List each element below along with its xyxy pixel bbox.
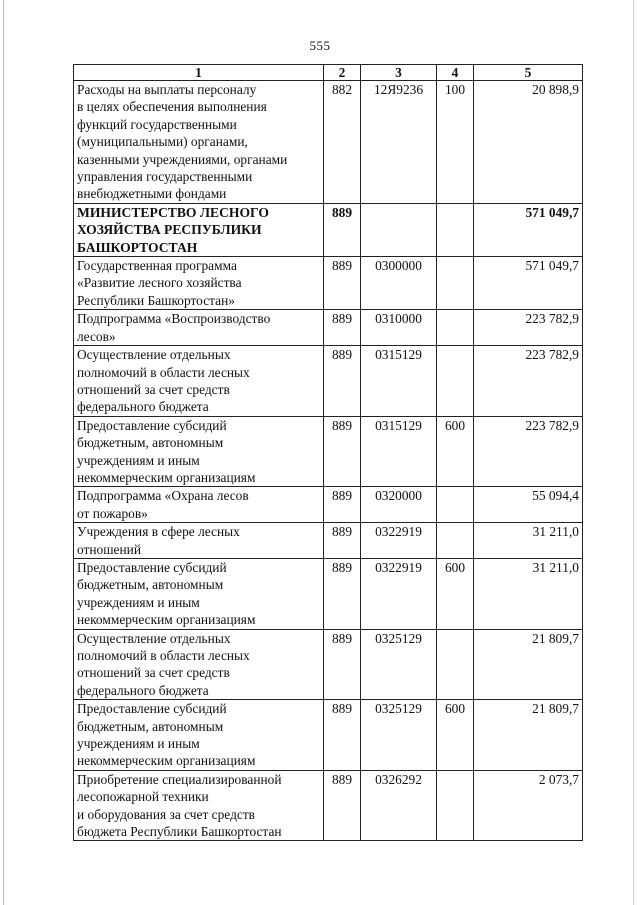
page-number: 555 xyxy=(309,38,331,53)
table-row xyxy=(74,558,583,629)
header-col-1: 1 xyxy=(74,65,324,81)
row-name: Расходы на выплаты персоналу в целях обеспечения выполнения функций государственными (муниципальными) органами, казенными учреждениями, органами управления государственными внебюджетными фондами xyxy=(74,81,324,204)
row-target: 0310000 xyxy=(361,310,437,346)
table-row xyxy=(74,81,583,204)
row-ministry: 882 xyxy=(324,81,361,204)
row-target: 0325129 xyxy=(361,629,437,700)
row-expense-type xyxy=(437,257,474,310)
row-amount: 223 782,9 xyxy=(474,416,583,487)
row-expense-type: 600 xyxy=(437,558,474,629)
row-target: 0325129 xyxy=(361,700,437,771)
table-row xyxy=(74,700,583,771)
row-name: Учреждения в сфере лесных отношений xyxy=(74,523,324,559)
row-target: 0300000 xyxy=(361,257,437,310)
row-amount: 31 211,0 xyxy=(474,523,583,559)
row-ministry: 889 xyxy=(324,346,361,417)
row-ministry: 889 xyxy=(324,487,361,523)
row-ministry: 889 xyxy=(324,770,361,841)
row-amount: 20 898,9 xyxy=(474,81,583,204)
row-amount: 55 094,4 xyxy=(474,487,583,523)
row-name: Предоставление субсидий бюджетным, автономным учреждениям и иным некоммерческим организациям xyxy=(74,416,324,487)
table-row xyxy=(74,257,583,310)
table-row xyxy=(74,203,583,256)
row-expense-type xyxy=(437,310,474,346)
row-ministry: 889 xyxy=(324,416,361,487)
table-row xyxy=(74,487,583,523)
table-row xyxy=(74,416,583,487)
row-target: 0322919 xyxy=(361,558,437,629)
table-row xyxy=(74,770,583,841)
row-ministry: 889 xyxy=(324,700,361,771)
row-ministry: 889 xyxy=(324,310,361,346)
row-name: Подпрограмма «Охрана лесов от пожаров» xyxy=(74,487,324,523)
row-amount: 31 211,0 xyxy=(474,558,583,629)
row-expense-type: 100 xyxy=(437,81,474,204)
header-col-2: 2 xyxy=(324,65,361,81)
row-target: 12Я9236 xyxy=(361,81,437,204)
row-expense-type xyxy=(437,523,474,559)
header-col-5: 5 xyxy=(474,65,583,81)
row-ministry: 889 xyxy=(324,203,361,256)
row-amount: 571 049,7 xyxy=(474,203,583,256)
row-target: 0322919 xyxy=(361,523,437,559)
row-target: 0315129 xyxy=(361,346,437,417)
row-name: Приобретение специализированной лесопожарной техники и оборудования за счет средств бюджета Республики Башкортостан xyxy=(74,770,324,841)
scan-edge-left xyxy=(3,0,4,905)
row-expense-type xyxy=(437,629,474,700)
row-expense-type xyxy=(437,346,474,417)
row-target: 0326292 xyxy=(361,770,437,841)
table-row xyxy=(74,310,583,346)
row-expense-type: 600 xyxy=(437,700,474,771)
row-name: Осуществление отдельных полномочий в области лесных отношений за счет средств федерального бюджета xyxy=(74,629,324,700)
row-name: Осуществление отдельных полномочий в области лесных отношений за счет средств федерального бюджета xyxy=(74,346,324,417)
row-target: 0315129 xyxy=(361,416,437,487)
table-row xyxy=(74,346,583,417)
row-amount: 223 782,9 xyxy=(474,310,583,346)
row-name: Предоставление субсидий бюджетным, автономным учреждениям и иным некоммерческим организациям xyxy=(74,700,324,771)
table-row xyxy=(74,523,583,559)
row-amount: 21 809,7 xyxy=(474,629,583,700)
row-expense-type xyxy=(437,487,474,523)
row-expense-type: 600 xyxy=(437,416,474,487)
row-name: Предоставление субсидий бюджетным, автономным учреждениям и иным некоммерческим организациям xyxy=(74,558,324,629)
row-ministry: 889 xyxy=(324,257,361,310)
row-expense-type xyxy=(437,770,474,841)
row-name: МИНИСТЕРСТВО ЛЕСНОГО ХОЗЯЙСТВА РЕСПУБЛИКИ БАШКОРТОСТАН xyxy=(74,203,324,256)
row-target xyxy=(361,203,437,256)
row-amount: 223 782,9 xyxy=(474,346,583,417)
row-target: 0320000 xyxy=(361,487,437,523)
row-amount: 2 073,7 xyxy=(474,770,583,841)
row-amount: 571 049,7 xyxy=(474,257,583,310)
row-ministry: 889 xyxy=(324,523,361,559)
scan-edge-right xyxy=(633,0,634,905)
budget-table xyxy=(73,64,583,841)
row-name: Подпрограмма «Воспроизводство лесов» xyxy=(74,310,324,346)
row-ministry: 889 xyxy=(324,558,361,629)
row-ministry: 889 xyxy=(324,629,361,700)
table-header-row xyxy=(74,65,583,81)
row-name: Государственная программа «Развитие лесного хозяйства Республики Башкортостан» xyxy=(74,257,324,310)
row-amount: 21 809,7 xyxy=(474,700,583,771)
header-col-4: 4 xyxy=(437,65,474,81)
row-expense-type xyxy=(437,203,474,256)
table-row xyxy=(74,629,583,700)
header-col-3: 3 xyxy=(361,65,437,81)
